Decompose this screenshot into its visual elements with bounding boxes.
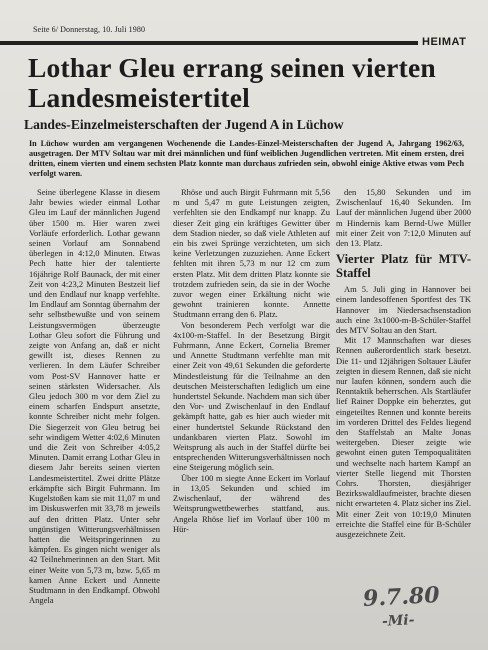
column-3-paragraph-3: Mit 17 Mannschaften war dieses Rennen außerordentlich stark besetzt. Die 11- und 12jährigen Soltauer Läufer zeigten in diesem Rennen, daß sie nicht nur laufen können, sondern auch die Renntaktik beherrschen. Als Startläufer lief Rainer Doppke ein beherztes, gut eingeteiltes Rennen und konnte bereits im vorderen Drittel des Feldes liegend den Staffelstab an Malte Jonas weitergeben. Dieser zeigte wie gewohnt einen guten Tempoqualitäten und wechselte nach hartem Kampf an vierter Stelle liegend mit Thorsten Cohrs. Thorsten, diesjähriger Bezirkswaldlaufmeister, brachte diesen nicht erwarteten 4. Platz sicher ins Ziel. Mit einer Zeit von 10:19,0 Minuten erreichte die Staffel eine für B-Schüler ausgezeichnete Zeit.: [336, 335, 472, 540]
column-2: [173, 187, 330, 534]
column-2-paragraph-2: Von besonderem Pech verfolgt war die 4x100-m-Staffel. In der Besetzung Birgit Fuhrmann, Anne Eckert, Cornelia Bremer und Annette Studtmann verfehlte man mit einer Zeit von 49,61 Sekunden die geforderte Mindestleistung für die Teilnahme an den deutschen Meisterschaften lediglich um eine hundertstel Sekunde. Nachdem man sich über den Vor- und Zwischenlauf in den Endlauf gekämpft hatte, gab es hier auch wieder mit einer hundertstel Sekunde Rückstand den undankbaren vierten Platz. Sowohl im Weitsprung als auch in der Staffel dürfte bei entsprechenden Witterungsverhältnissen noch eine Steigerung möglich sein.: [173, 319, 330, 473]
column-3-paragraph-1: den 15,80 Sekunden und im Zwischenlauf 16,40 Sekunden. Im Lauf der männlichen Jugend über 2000 m Hindernis kam Bernd-Uwe Müller mit einer Zeit von 7:12,0 Minuten auf den 13. Platz.: [336, 187, 471, 249]
section-label: HEIMAT: [422, 36, 467, 48]
column-1-text: Seine überlegene Klasse in diesem Jahr bewies wieder einmal Lothar Gleu im Lauf der männlichen Jugend über 1500 m. Hier waren zwei Vorläufe erforderlich. Lothar gewann seinen Vorlauf am Sonnabend überlegen in 4:12,0 Minuten. Etwas Pech hatte hier der talentierte 16jährige Rolf Baunack, der mit einer Zeit von 4:23,2 Minuten Bestzeit lief und den Endlauf nur knapp verfehlte. Im Endlauf am Sonntag übernahm der sehr selbstbewußte und von seinem Leistungsvermögen überzeugte Lothar Gleu sofort die Führung und zeigte von Anfang an, daß er nicht gewillt ist, dieses Rennen zu verlieren. In dem Läufer Schreiber vom Post-SV Hannover hatte er seinen stärksten Widersacher. Als Gleu jedoch 300 m vor dem Ziel zu einem scharfen Endspurt ansetzte, konnte Schreiber nicht mehr folgen. Die Siegerzeit von Gleu betrug bei sehr windigem Wetter 4:02,6 Minuten und die Zeit von Schreiber 4:05,2 Minuten. Damit errang Lothar Gleu in diesem Jahr bereits seinen vierten Landesmeistertitel. Zwei dritte Plätze erkämpfte sich Birgit Fuhrmann. Im Kugelstoßen kam sie mit 11,07 m und im Diskuswerfen mit 33,78 m jeweils auf den dritten Platz. Unter sehr ungünstigen Witterungsverhältnissen hatten die Weitspringerinnen zu kämpfen. Es gingen nicht weniger als 42 Teilnehmerinnen an den Start. Mit einer Weite von 5,73 m, bzw. 5,65 m kamen Anne Eckert und Annette Studtmann in den Endkampf. Obwohl Angela: [29, 187, 160, 606]
column-2-paragraph-3: Über 100 m siegte Anne Eckert im Vorlauf in 13,05 Sekunden und schied im Zwischenlauf, der während des Weitsprungwettbewerbes stattfand, aus. Angela Rhöse lief im Vorlauf über 100 m Hür-: [173, 472, 330, 534]
column-3-paragraph-2: Am 5. Juli ging in Hannover bei einem landesoffenen Sportfest des TK Hannover im Niedersachsenstadion auch eine 3x1000-m-B-Schüler-Staffel des MTV Soltau an den Start.: [336, 284, 471, 336]
article-subtitle: Landes-Einzelmeisterschaften der Jugend A in Lüchow: [24, 117, 344, 132]
article-title: Lothar Gleu errang seinen vierten Landesmeistertitel: [28, 52, 436, 113]
dateline: Seite 6/ Donnerstag, 10. Juli 1980: [33, 25, 146, 34]
handwritten-initials: -Mi-: [381, 612, 415, 630]
column-2-paragraph-1: Rhöse und auch Birgit Fuhrmann mit 5,56 m und 5,47 m gute Leistungen zeigten, verfehlten sie den Endkampf nur knapp. Zu dieser Zeit ging ein kräftiges Gewitter über dem Stadion nieder, so daß viele Athleten auf ein bis zwei Sprünge verzichteten, um sich keine Verletzungen zuzuziehen. Anne Eckert fehlten mit ihren 5,73 m nur 12 cm zum ersten Platz. Mit dem dritten Platz konnte sie trotzdem zufrieden sein, da sie in der Woche zuvor wegen einer Erkältung nicht wie gewohnt trainieren konnte. Annette Studtmann errang den 6. Platz.: [173, 187, 330, 320]
column-1: [29, 187, 160, 605]
column-3: [336, 187, 471, 539]
article-lead: In Lüchow wurden am vergangenen Wochenende die Landes-Einzel-Meisterschaften der Jugend A, Jahrgang 1962/63, ausgetragen. Der MTV Soltau war mit drei männlichen und fünf weiblichen Jugendlichen vertreten. Mit einem ersten, drei dritten, einem vierten und einem sechsten Platz konnte man durchaus zufrieden sein, obwohl einige Aktive etwas vom Pech verfolgt waren.: [29, 139, 464, 178]
header-rule: [0, 41, 418, 45]
handwritten-date: 9.7.80: [362, 582, 441, 612]
subheading-staffel: Vierter Platz für MTV-Staffel: [336, 252, 471, 281]
